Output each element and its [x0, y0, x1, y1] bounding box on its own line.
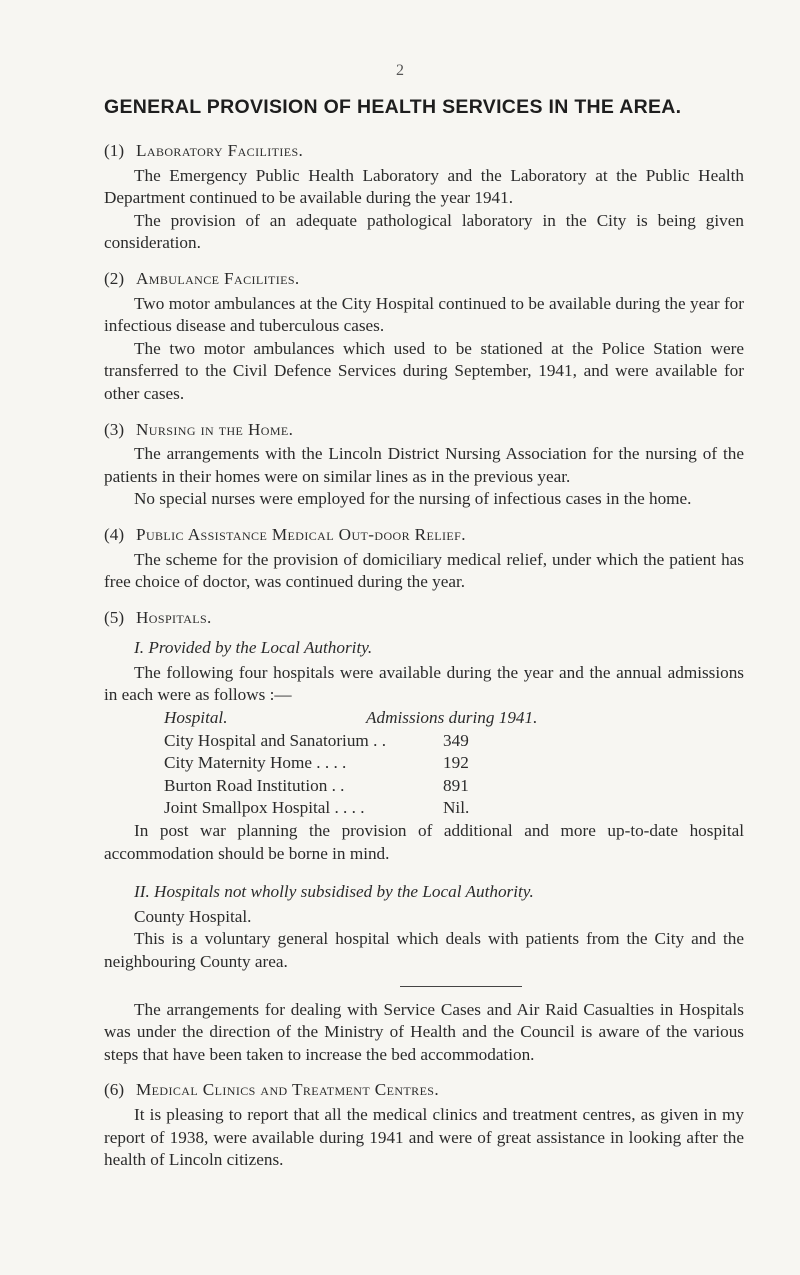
table-row [104, 797, 744, 820]
hospital-name: Burton Road Institution . . [164, 775, 345, 795]
hospital-name-line: County Hospital. [134, 906, 252, 926]
page-number: 2 [396, 62, 404, 79]
sub-heading-not-subsidised [104, 881, 744, 904]
roman-numeral: II. [134, 882, 150, 902]
section-laboratory [104, 140, 744, 255]
section-heading [104, 1079, 744, 1102]
section-heading [104, 419, 744, 442]
paragraph: It is pleasing to report that all the medical clinics and treatment centres, as given in my report of 1938, were available during 1941 and were of great assistance in looking after the health of Lincoln citizens. [104, 1104, 744, 1170]
sub-heading-text: Provided by the Local Authority. [148, 638, 373, 658]
admissions-value: 192 [443, 753, 469, 773]
column-header-admissions: Admissions during 1941. [366, 708, 538, 728]
paragraph: The arrangements with the Lincoln District Nursing Association for the nursing of the patients in their homes were on similar lines as in the previous year. [104, 444, 744, 486]
paragraph: The two motor ambulances which used to be stationed at the Police Station were transferred to the Civil Defence Services during September, 1941, and were available for other cases. [104, 338, 744, 403]
section-title: Laboratory Facilities. [136, 141, 304, 160]
paragraph: In post war planning the provision of additional and more up-to-date hospital accommodation should be borne in mind. [104, 821, 744, 863]
hospital-name: City Hospital and Sanatorium . . [164, 730, 386, 750]
section-number: (5) [104, 607, 125, 627]
paragraph: The following four hospitals were available during the year and the annual admissions in each were as follows :— [104, 662, 744, 705]
table-row [104, 775, 744, 798]
paragraph: The Emergency Public Health Laboratory and the Laboratory at the Public Health Department continued to be available during the year 1941. [104, 165, 744, 208]
section-heading [104, 524, 744, 547]
paragraph: Two motor ambulances at the City Hospital continued to be available during the year for infectious disease and tuberculous cases. [104, 293, 744, 336]
section-number: (4) [104, 524, 125, 544]
paragraph: This is a voluntary general hospital which deals with patients from the City and the neighbouring County area. [104, 929, 744, 971]
section-heading [104, 607, 744, 630]
paragraph: The arrangements for dealing with Service Cases and Air Raid Casualties in Hospitals was under the direction of the Ministry of Health and the Council is aware of the various steps that have been taken to increase the bed accommodation. [104, 999, 744, 1064]
section-hospitals [104, 607, 744, 1067]
admissions-value: 349 [443, 730, 469, 750]
section-number: (1) [104, 141, 125, 160]
document-body [104, 140, 744, 1185]
section-title: Nursing in the Home. [136, 419, 294, 439]
divider-rule [400, 986, 522, 987]
section-ambulance [104, 268, 744, 406]
admissions-table-header [104, 707, 744, 730]
section-title: Public Assistance Medical Out-door Relief. [136, 524, 466, 544]
sub-heading-provided [104, 637, 744, 660]
admissions-value: 891 [443, 775, 469, 795]
column-header-hospital: Hospital. [164, 708, 228, 728]
section-nursing [104, 419, 744, 511]
paragraph: The provision of an adequate pathological laboratory in the City is being given consideration. [104, 210, 744, 253]
section-title: Medical Clinics and Treatment Centres. [136, 1080, 440, 1100]
section-number: (3) [104, 419, 125, 439]
section-heading [104, 140, 744, 163]
section-title: Hospitals. [136, 607, 212, 627]
paragraph: No special nurses were employed for the nursing of infectious cases in the home. [134, 489, 692, 509]
table-row [104, 730, 744, 753]
admissions-value: Nil. [443, 798, 470, 818]
hospital-name: City Maternity Home . . . . [164, 753, 347, 773]
sub-heading-text: Hospitals not wholly subsidised by the Local Authority. [154, 882, 534, 902]
section-clinics [104, 1079, 744, 1171]
section-public-assistance [104, 524, 744, 594]
page-title: GENERAL PROVISION OF HEALTH SERVICES IN THE AREA. [104, 96, 682, 118]
section-title: Ambulance Facilities. [136, 268, 300, 288]
section-heading [104, 268, 744, 291]
section-number: (2) [104, 268, 125, 288]
roman-numeral: I. [134, 638, 145, 658]
table-row [104, 752, 744, 775]
section-number: (6) [104, 1080, 125, 1100]
paragraph: The scheme for the provision of domiciliary medical relief, under which the patient has free choice of doctor, was continued during the year. [104, 549, 744, 592]
hospital-name: Joint Smallpox Hospital . . . . [164, 798, 365, 818]
